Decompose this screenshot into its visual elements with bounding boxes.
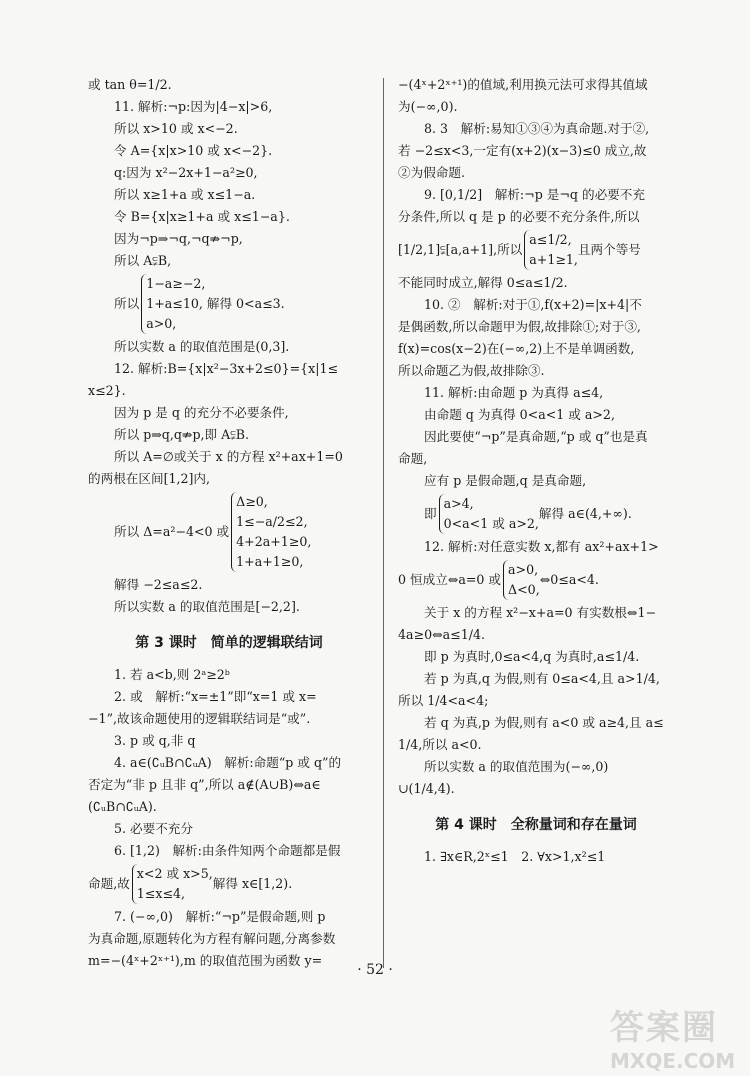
- system-row: a≤1/2,: [529, 232, 572, 247]
- system-row: a+1≥1,: [529, 252, 578, 267]
- text-line: 1. 若 a<b,则 2ᵃ≥2ᵇ: [114, 667, 230, 682]
- text-line: 所以 x≥1+a 或 x≤1−a.: [114, 187, 256, 202]
- text-line: q:因为 x²−2x+1−a²≥0,: [114, 165, 258, 180]
- text-line: 不能同时成立,解得 0≤a≤1/2.: [398, 275, 568, 290]
- equation-system-1: [88, 274, 370, 334]
- system-row: 4+2a+1≥0,: [236, 534, 312, 549]
- text-line: 1. ∃x∈R,2ˣ≤1 2. ∀x>1,x²≤1: [424, 849, 606, 864]
- watermark-logo: [610, 1000, 740, 1072]
- section-heading-lesson-4: 第 4 课时 全称量词和存在量词: [435, 817, 637, 833]
- text-line: 12. 解析:对任意实数 x,都有 ax²+ax+1>: [424, 539, 659, 554]
- text-line: 6. [1,2) 解析:由条件知两个命题都是假: [114, 843, 341, 858]
- system-row: a>0,: [508, 562, 539, 577]
- text-line: 所以 p⇒q,q⇏p,即 A⫋B.: [114, 427, 250, 442]
- text-line: 1/4,所以 a<0.: [398, 737, 482, 752]
- text-line: 9. [0,1/2] 解析:¬p 是¬q 的必要不充: [424, 187, 645, 202]
- system-suffix: 且两个等号: [577, 242, 641, 257]
- left-column: [88, 74, 370, 972]
- equation-system-6: [398, 560, 674, 600]
- text-line: 因为 p 是 q 的充分不必要条件,: [114, 405, 289, 420]
- text-line: ∪(1/4,4).: [398, 781, 455, 796]
- system-suffix: ⇔0≤a<4.: [539, 572, 599, 587]
- system-suffix: 解得 a∈(4,+∞).: [538, 506, 632, 521]
- system-prefix: 所以 Δ=a²−4<0 或: [114, 524, 230, 539]
- watermark-url: MXQE.COM: [610, 1049, 736, 1073]
- equation-system-3: [88, 864, 370, 904]
- equation-system-2: [88, 492, 370, 572]
- text-line: 所以 x>10 或 x<−2.: [114, 121, 238, 136]
- text-line: 所以实数 a 的取值范围是[−2,2].: [114, 599, 300, 614]
- text-line: 10. ② 解析:对于①,f(x+2)=|x+4|不: [424, 297, 642, 312]
- text-line: m=−(4ˣ+2ˣ⁺¹),m 的取值范围为函数 y=: [88, 953, 323, 968]
- text-line: 12. 解析:B={x|x²−3x+2≤0}={x|1≤: [114, 361, 339, 376]
- text-line: 解得 −2≤a≤2.: [114, 577, 203, 592]
- system-row: Δ≥0,: [236, 494, 268, 509]
- system-row: 1≤−a/2≤2,: [236, 514, 308, 529]
- text-line: −(4ˣ+2ˣ⁺¹)的值域,利用换元法可求得其值域: [398, 77, 648, 92]
- text-line: 11. 解析:由命题 p 为真得 a≤4,: [424, 385, 604, 400]
- text-line: 11. 解析:¬p:因为|4−x|>6,: [114, 99, 273, 114]
- system-prefix: 即: [424, 506, 437, 521]
- system-row: a>0,: [146, 316, 177, 331]
- text-line: 令 B={x|x≥1+a 或 x≤1−a}.: [114, 209, 290, 224]
- text-line: 4. a∈(∁ᵤB∩∁ᵤA) 解析:命题“p 或 q”的: [114, 755, 342, 770]
- system-row: x<2 或 x>5,: [136, 866, 213, 881]
- text-line: 因此要使“¬p”是真命题,“p 或 q”也是真: [424, 429, 648, 444]
- watermark-text: 答案圈: [610, 1008, 718, 1048]
- system-row: 1+a+1≥0,: [236, 554, 304, 569]
- text-line: 5. 必要不充分: [114, 821, 193, 836]
- text-line: 若 p 为真,q 为假,则有 0≤a<4,且 a>1/4,: [424, 671, 660, 686]
- text-line: 所以实数 a 的取值范围为(−∞,0): [424, 759, 609, 774]
- text-line: 否定为“非 p 且非 q”,所以 a∉(A∪B)⇔a∈: [88, 777, 321, 792]
- text-line: 由命题 q 为真得 0<a<1 或 a>2,: [424, 407, 615, 422]
- text-line: 若 −2≤x<3,一定有(x+2)(x−3)≤0 成立,故: [398, 143, 647, 158]
- text-line: 关于 x 的方程 x²−x+a=0 有实数根⇔1−: [424, 605, 657, 620]
- system-prefix: 所以: [114, 296, 140, 311]
- system-prefix: 0 恒成立⇔a=0 或: [398, 572, 502, 587]
- text-line: 所以实数 a 的取值范围是(0,3].: [114, 339, 290, 354]
- system-prefix: 命题,故: [88, 876, 130, 891]
- text-line: 为(−∞,0).: [398, 99, 458, 114]
- text-line: 若 q 为真,p 为假,则有 a<0 或 a≥4,且 a≤: [424, 715, 664, 730]
- column-divider: [383, 78, 384, 968]
- text-line: −1”,故该命题使用的逻辑联结词是“或”.: [88, 711, 311, 726]
- system-row: Δ<0,: [508, 582, 540, 597]
- text-line: 3. p 或 q,非 q: [114, 733, 196, 748]
- text-line: 因为¬p⇒¬q,¬q⇏¬p,: [114, 231, 243, 246]
- text-line: 7. (−∞,0) 解析:“¬p”是假命题,则 p: [114, 909, 326, 924]
- equation-system-4: [398, 230, 674, 270]
- system-suffix: 解得 x∈[1,2).: [212, 876, 293, 891]
- text-line: 即 p 为真时,0≤a<4,q 为真时,a≤1/4.: [424, 649, 640, 664]
- text-line: 或 tan θ=1/2.: [88, 77, 172, 92]
- text-line: 所以命题乙为假,故排除③.: [398, 363, 545, 378]
- text-line: 所以 1/4<a<4;: [398, 693, 489, 708]
- right-column: [398, 74, 674, 868]
- text-line: 分条件,所以 q 是 p 的必要不充分条件,所以: [398, 209, 640, 224]
- system-row: a>4,: [443, 496, 474, 511]
- text-line: 的两根在区间[1,2]内,: [88, 471, 211, 486]
- text-line: f(x)=cos(x−2)在(−∞,2)上不是单调函数,: [398, 341, 635, 356]
- text-line: 2. 或 解析:“x=±1”即“x=1 或 x=: [114, 689, 317, 704]
- text-line: 所以 A⫋B,: [114, 253, 172, 268]
- text-line: (∁ᵤB∩∁ᵤA).: [88, 799, 157, 814]
- text-line: 是偶函数,所以命题甲为假,故排除①;对于③,: [398, 319, 641, 334]
- text-line: 所以 A=∅或关于 x 的方程 x²+ax+1=0: [114, 449, 343, 464]
- text-line: x≤2}.: [88, 383, 126, 398]
- text-line: 命题,: [398, 451, 428, 466]
- system-row: 1−a≥−2,: [146, 276, 206, 291]
- text-line: 令 A={x|x>10 或 x<−2}.: [114, 143, 273, 158]
- text-line: ②为假命题.: [398, 165, 465, 180]
- section-heading-lesson-3: 第 3 课时 简单的逻辑联结词: [135, 635, 323, 651]
- system-row: 1≤x≤4,: [136, 886, 186, 901]
- text-line: 应有 p 是假命题,q 是真命题,: [424, 473, 587, 488]
- equation-system-5: [398, 494, 674, 534]
- page-number: · 52 ·: [357, 962, 393, 978]
- text-line: 4a≥0⇔a≤1/4.: [398, 627, 485, 642]
- system-row: 1+a≤10, 解得 0<a≤3.: [146, 296, 285, 311]
- text-line: 8. 3 解析:易知①③④为真命题.对于②,: [424, 121, 650, 136]
- system-prefix: [1/2,1]⫋[a,a+1],所以: [398, 242, 523, 257]
- text-line: 为真命题,原题转化为方程有解问题,分离参数: [88, 931, 336, 946]
- system-row: 0<a<1 或 a>2,: [443, 516, 539, 531]
